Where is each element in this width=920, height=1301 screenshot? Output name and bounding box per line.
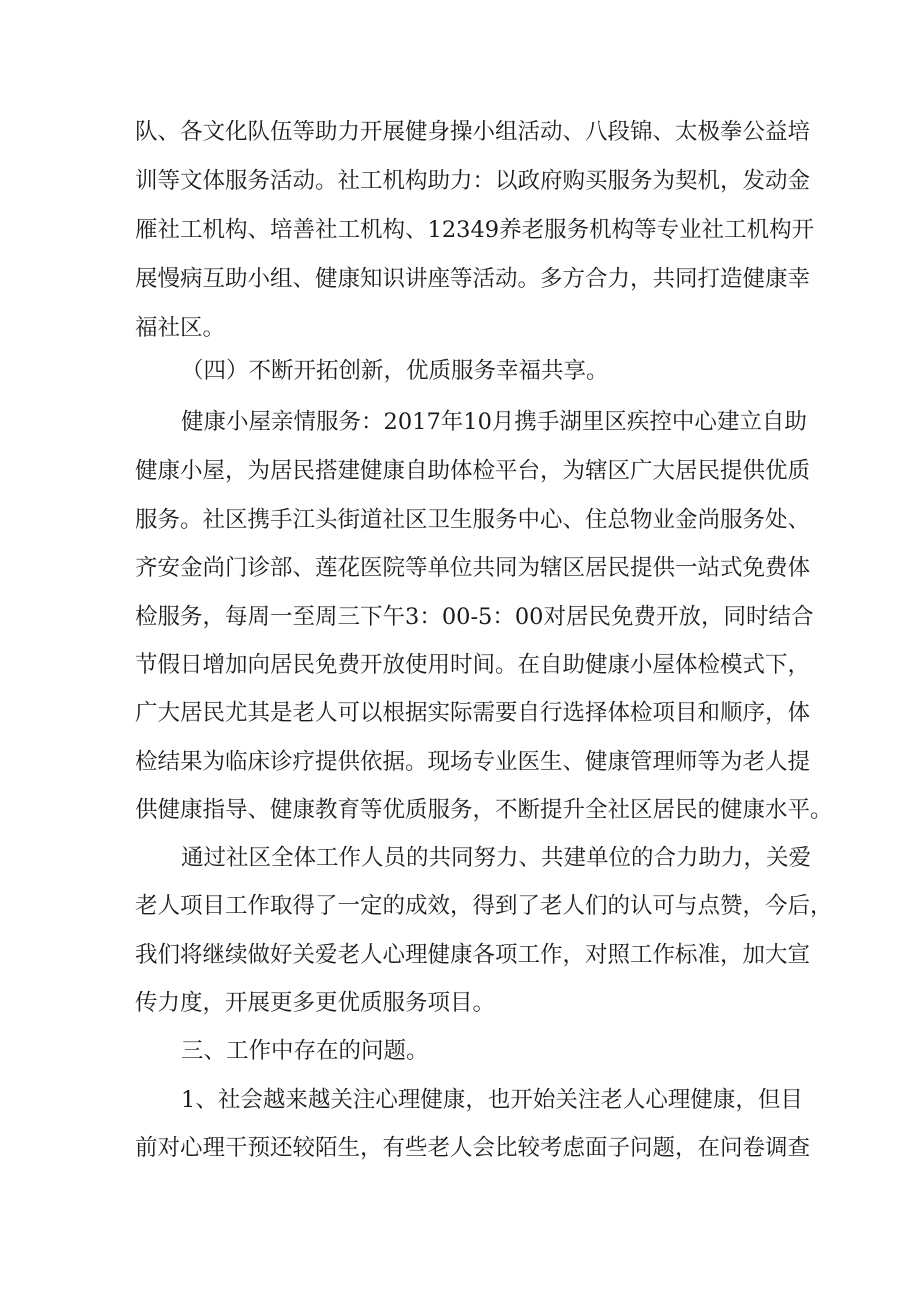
text-line-19: 传力度，开展更多更优质服务项目。 (135, 990, 496, 1016)
text-line-18: 我们将继续做好关爱老人心理健康各项工作，对照工作标准，加大宣 (135, 942, 811, 968)
text-line-11: 检服务，每周一至周三下午3：00-5：00对居民免费开放，同时结合 (135, 604, 814, 630)
text-line-13: 广大居民尤其是老人可以根据实际需要自行选择体检项目和顺序，体 (135, 700, 811, 726)
section-heading-4: （四）不断开拓创新，优质服务幸福共享。 (181, 358, 609, 384)
text-line-2: 训等文体服务活动。社工机构助力：以政府购买服务为契机，发动金 (135, 168, 811, 194)
text-line-1: 队、各文化队伍等助力开展健身操小组活动、八段锦、太极拳公益培 (135, 119, 811, 145)
text-line-12: 节假日增加向居民免费开放使用时间。在自助健康小屋体检模式下， (135, 652, 811, 678)
text-line-5: 福社区。 (135, 315, 226, 341)
text-line-8: 健康小屋，为居民搭建健康自助体检平台，为辖区广大居民提供优质 (135, 458, 811, 484)
section-heading-3: 三、工作中存在的问题。 (181, 1038, 429, 1064)
text-line-4: 展慢病互助小组、健康知识讲座等活动。多方合力，共同打造健康幸 (135, 266, 811, 292)
text-line-7: 健康小屋亲情服务：2017年10月携手湖里区疾控中心建立自助 (181, 409, 807, 435)
text-line-10: 齐安金尚门诊部、莲花医院等单位共同为辖区居民提供一站式免费体 (135, 555, 811, 581)
text-line-15: 供健康指导、健康教育等优质服务，不断提升全社区居民的健康水平。 (135, 797, 833, 823)
text-line-22: 前对心理干预还较陌生，有些老人会比较考虑面子问题，在问卷调查 (135, 1135, 811, 1161)
text-line-17: 老人项目工作取得了一定的成效，得到了老人们的认可与点赞，今后， (135, 893, 833, 919)
text-line-3: 雁社工机构、培善社工机构、12349养老服务机构等专业社工机构开 (135, 217, 815, 243)
text-line-14: 检结果为临床诊疗提供依据。现场专业医生、健康管理师等为老人提 (135, 749, 811, 775)
text-line-9: 服务。社区携手江头街道社区卫生服务中心、住总物业金尚服务处、 (135, 507, 811, 533)
text-line-21: 1、社会越来越关注心理健康，也开始关注老人心理健康，但目 (181, 1087, 803, 1113)
text-line-16: 通过社区全体工作人员的共同努力、共建单位的合力助力，关爱 (181, 845, 812, 871)
